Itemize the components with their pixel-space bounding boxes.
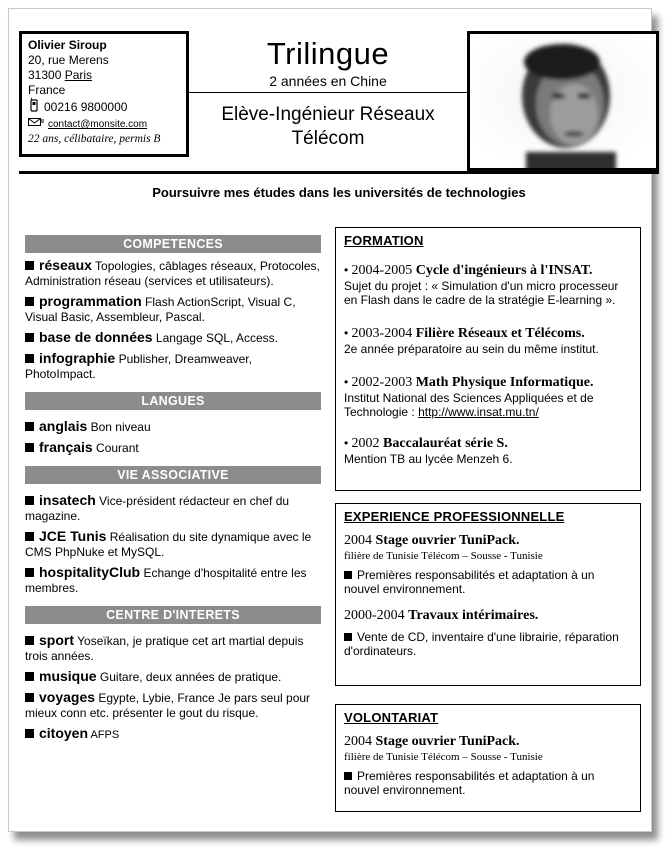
- square-bullet-icon: [25, 354, 34, 363]
- contact-box: [19, 31, 189, 157]
- role-title: Elève-Ingénieur Réseaux Télécom: [221, 104, 435, 149]
- formation-item: • 2004-2005 Cycle d'ingénieurs à l'INSAT. Sujet du projet : « Simulation d'un micro processeur en Flash dans le cadre de la stratégie E-learning ».: [344, 263, 619, 307]
- list-item: insatech Vice-président rédacteur en chef du magazine.: [25, 492, 290, 523]
- list-item: citoyen AFPS: [25, 726, 321, 743]
- profile-photo: [467, 31, 659, 171]
- square-bullet-icon: [344, 772, 352, 780]
- section-title-langues: LANGUES: [25, 392, 321, 410]
- square-bullet-icon: [25, 636, 34, 645]
- contact-city: 31300 Paris: [28, 68, 93, 82]
- title-block: [189, 31, 467, 151]
- list-item: anglais Bon niveau: [25, 419, 321, 435]
- experience-box: [335, 503, 641, 686]
- phone-icon: [28, 98, 40, 117]
- experience-item: 2004 Stage ouvrier TuniPack. filière de Tunisie Télécom – Sousse - Tunisie Premières responsabilités et adaptation à un nouvel environnement.: [344, 533, 595, 596]
- list-item: réseaux Topologies, câblages réseaux, Protocoles, Administration réseau (services et utilisateurs).: [25, 257, 320, 288]
- header-divider: [19, 171, 659, 174]
- formation-box: [335, 227, 641, 491]
- contact-phone-row: [28, 98, 180, 117]
- portrait-image: [470, 34, 656, 168]
- square-bullet-icon: [25, 729, 34, 738]
- square-bullet-icon: [344, 633, 352, 641]
- volontariat-box: [335, 704, 641, 812]
- experience-item: 2000-2004 Travaux intérimaires. Vente de CD, inventaire d'une librairie, réparation d'ordinateurs.: [344, 608, 619, 658]
- list-item: programmation Flash ActionScript, Visual C, Visual Basic, Assembleur, Pascal.: [25, 293, 296, 324]
- section-title-competences: COMPETENCES: [25, 235, 321, 253]
- section-title-interets: CENTRE D'INTERETS: [25, 606, 321, 624]
- list-item: hospitalityClub Echange d'hospitalité entre les membres.: [25, 564, 307, 595]
- list-item: musique Guitare, deux années de pratique.: [25, 669, 321, 685]
- formation-item: • 2002 Baccalauréat série S. Mention TB au lycée Menzeh 6.: [344, 436, 513, 466]
- square-bullet-icon: [25, 333, 34, 342]
- square-bullet-icon: [25, 261, 34, 270]
- contact-street: 20, rue Merens: [28, 53, 109, 67]
- insat-website-link[interactable]: http://www.insat.mu.tn/: [418, 405, 539, 419]
- square-bullet-icon: [25, 532, 34, 541]
- formation-item: • 2003-2004 Filière Réseaux et Télécoms. 2e année préparatoire au sein du même institut.: [344, 326, 599, 356]
- left-column: [25, 235, 321, 743]
- list-item: base de données Langage SQL, Access.: [25, 330, 321, 346]
- formation-item: • 2002-2003 Math Physique Informatique. Institut National des Sciences Appliquées et de Technologie : http://www.insat.mu.tn/: [344, 375, 594, 419]
- list-item: infographie Publisher, Dreamweaver, PhotoImpact.: [25, 350, 252, 381]
- volontariat-item: 2004 Stage ouvrier TuniPack. filière de Tunisie Télécom – Sousse - Tunisie Premières responsabilités et adaptation à un nouvel environnement.: [344, 734, 595, 797]
- contact-phone: 00216 9800000: [44, 100, 128, 114]
- square-bullet-icon: [25, 297, 34, 306]
- page-title: Trilingue: [266, 36, 390, 71]
- square-bullet-icon: [25, 443, 34, 452]
- square-bullet-icon: [25, 422, 34, 431]
- list-item: français Courant: [25, 440, 321, 456]
- contact-email-link[interactable]: contact@monsite.com: [48, 119, 148, 130]
- square-bullet-icon: [25, 693, 34, 702]
- square-bullet-icon: [25, 672, 34, 681]
- contact-name: Olivier Siroup: [28, 38, 107, 52]
- contact-email-row: [28, 117, 180, 132]
- square-bullet-icon: [25, 496, 34, 505]
- section-title-volontariat: VOLONTARIAT: [344, 710, 439, 725]
- list-item: sport Yoseïkan, je pratique cet art martial depuis trois années.: [25, 632, 304, 663]
- section-title-experience: EXPERIENCE PROFESSIONNELLE: [344, 509, 565, 524]
- title-divider: [189, 92, 467, 93]
- mail-icon: [28, 117, 44, 132]
- section-title-vie-associative: VIE ASSOCIATIVE: [25, 466, 321, 484]
- square-bullet-icon: [25, 568, 34, 577]
- section-title-formation: FORMATION: [344, 233, 424, 248]
- contact-country: France: [28, 83, 66, 97]
- square-bullet-icon: [344, 571, 352, 579]
- contact-meta: 22 ans, célibataire, permis B: [28, 133, 161, 145]
- list-item: JCE Tunis Réalisation du site dynamique avec le CMS PhpNuke et MySQL.: [25, 528, 312, 559]
- objective-line: Poursuivre mes études dans les universités de technologies: [152, 185, 526, 200]
- page-subtitle: 2 années en Chine: [269, 73, 387, 89]
- cv-page: [8, 8, 652, 832]
- list-item: voyages Egypte, Lybie, France Je pars seul pour mieux conn etc. présenter le gout du risque.: [25, 689, 311, 720]
